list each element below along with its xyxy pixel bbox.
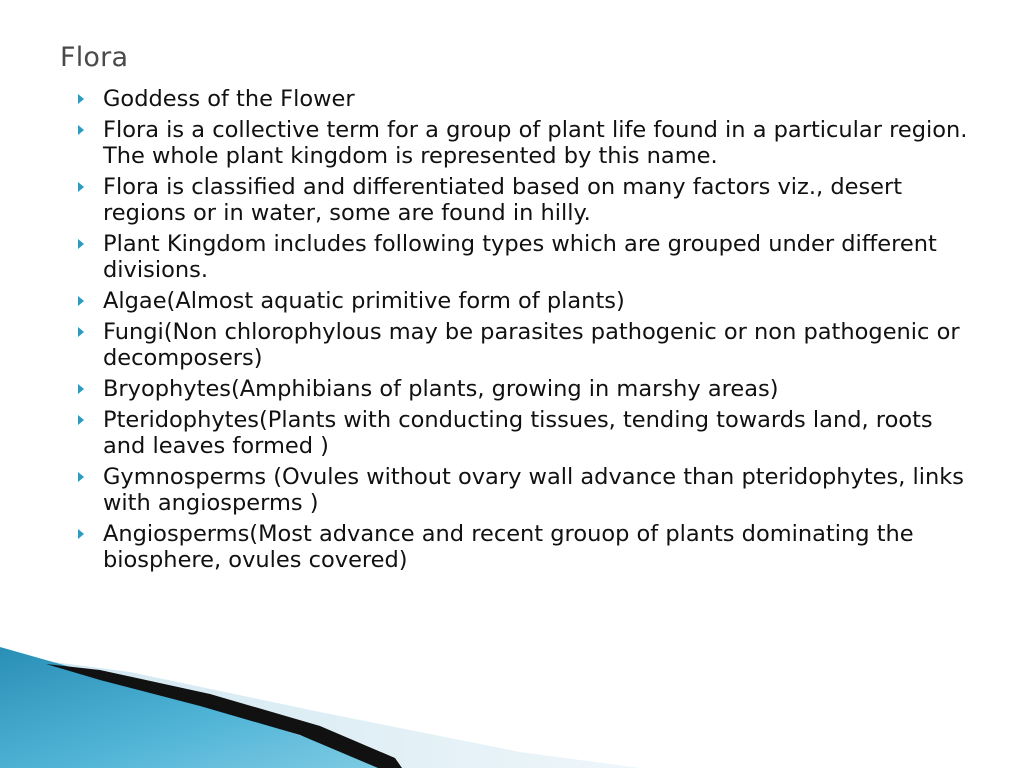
bullet-text: Flora is a collective term for a group of plant life found in a particular region. The whole plant kingdom is represented by this name. [103,117,968,169]
bullet-text: Flora is classified and differentiated based on many factors viz., desert regions or in water, some are found in hilly. [103,174,903,226]
bullet-text: Goddess of the Flower [103,86,355,112]
slide-title: Flora [60,42,129,73]
bullet-text: Pteridophytes(Plants with conducting tissues, tending towards land, roots and leaves formed ) [103,407,933,459]
bullet-text: Algae(Almost aquatic primitive form of plants) [103,288,625,314]
bullet-text: Angiosperms(Most advance and recent grouop of plants dominating the biosphere, ovules covered) [103,521,914,573]
decor-teal-band [0,647,390,768]
bullet-text: Gymnosperms (Ovules without ovary wall advance than pteridophytes, links with angiosperms ) [103,464,965,516]
bullet-text: Plant Kingdom includes following types which are grouped under different divisions. [103,231,937,283]
bullet-text: Bryophytes(Amphibians of plants, growing in marshy areas) [103,376,779,402]
bullet-text: Fungi(Non chlorophylous may be parasites pathogenic or non pathogenic or decomposers) [103,319,960,371]
